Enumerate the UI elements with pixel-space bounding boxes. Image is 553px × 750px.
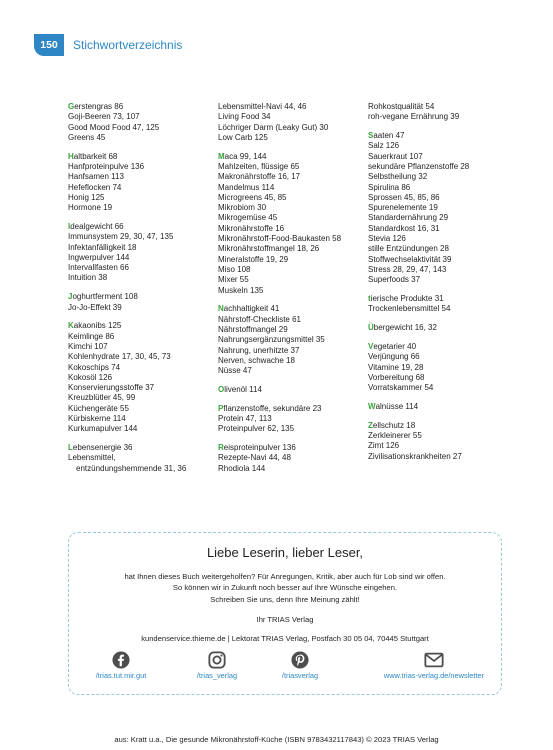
social-label: /trias.tut.mir.gut <box>95 671 147 680</box>
index-letter: S <box>368 131 374 141</box>
index-entry: Protein 47, 113 <box>218 414 272 424</box>
page-number-badge <box>34 34 64 56</box>
index-entry: Stoffwechselaktivität 39 <box>368 254 452 264</box>
index-entry: Mineralstoffe 19, 29 <box>218 254 289 264</box>
index-entry: Mikrogemüse 45 <box>218 213 278 223</box>
index-entry-text: akaonibs 125 <box>73 321 122 331</box>
index-entry: Kohlenhydrate 17, 30, 45, 73 <box>68 352 171 362</box>
info-signature: Ihr TRIAS Verlag <box>256 615 314 624</box>
index-entry <box>68 102 218 112</box>
index-entry: Kokosöl 126 <box>68 372 113 382</box>
index-group <box>218 152 368 296</box>
index-entry: Infektanfälligkeit 18 <box>68 242 137 252</box>
index-group <box>68 222 218 284</box>
index-entry: Sprossen 45, 85, 86 <box>368 192 440 202</box>
index-entry: Vitamine 19, 28 <box>368 362 424 372</box>
info-line-3: Schreiben Sie uns, denn Ihre Meinung zählt! <box>210 594 360 604</box>
index-letter: L <box>68 443 73 453</box>
index-entry: Mandelmus 114 <box>218 182 275 192</box>
index-entry: Kokoschips 74 <box>68 362 121 372</box>
index-group <box>368 402 518 412</box>
index-entry: Vorratskammer 54 <box>368 383 434 393</box>
index-entry: Selbstheilung 32 <box>368 172 428 182</box>
index-entry: Zimt 126 <box>368 441 400 451</box>
index-entry: Intervallfasten 66 <box>68 263 129 273</box>
index-entry: Mikrobiom 30 <box>218 203 267 213</box>
index-group <box>218 304 368 376</box>
index-entry: Lebensmittel, <box>68 453 116 463</box>
index-entry <box>68 222 218 232</box>
page-number: 150 <box>40 39 58 51</box>
index-entry-text: aca 99, 144 <box>224 151 267 161</box>
index-entry: Intuition 38 <box>68 273 108 283</box>
info-text <box>69 571 501 605</box>
index-entry: Mixer 55 <box>218 275 249 285</box>
index-entry-text: ellschutz 18 <box>372 420 416 430</box>
index-column-2 <box>218 102 368 483</box>
index-entry <box>368 323 518 333</box>
index-entry: Küchengeräte 55 <box>68 403 129 413</box>
index-entry: Nährstoffmangel 29 <box>218 324 288 334</box>
index-entry <box>368 402 518 412</box>
index-entry: Trockenlebensmittel 54 <box>368 304 451 314</box>
index-entry: Zivilisationskrankheiten 27 <box>368 451 462 461</box>
index-letter: J <box>68 292 73 302</box>
index-entry: Zerkleinerer 55 <box>368 431 422 441</box>
index-letter: R <box>218 443 224 453</box>
index-letter: W <box>368 401 376 411</box>
index-entry: Nerven, schwache 18 <box>218 355 295 365</box>
index-entry: Löchriger Darm (Leaky Gut) 30 <box>218 122 329 132</box>
index-entry: Good Mood Food 47, 125 <box>68 122 160 132</box>
index-entry: Hanfproteinpulve 136 <box>68 161 145 171</box>
index-entry: Standardernährung 29 <box>368 213 449 223</box>
index-group <box>218 404 368 435</box>
pinterest-icon <box>291 651 309 669</box>
index-group <box>368 342 518 393</box>
index-group <box>368 421 518 462</box>
index-entry: Rhodiola 144 <box>218 463 266 473</box>
index-group <box>68 102 218 143</box>
index-entry: Greens 45 <box>68 132 106 142</box>
info-line-1: hat Ihnen dieses Buch weitergeholfen? Für Anregungen, Kritik, aber auch für Lob sind wir offen. <box>124 572 446 581</box>
index-entry: Nahrungsergänzungsmittel 35 <box>218 335 325 345</box>
index-group <box>368 294 518 315</box>
index-letter: M <box>218 151 225 161</box>
index-entry-text: egetarier 40 <box>373 341 417 351</box>
index-entry: Nüsse 47 <box>218 366 252 376</box>
index-entry: Kürbiskerne 114 <box>68 414 126 424</box>
index-entry-text: achhaltigkeit 41 <box>223 304 280 314</box>
index-column-1 <box>68 102 218 483</box>
index-entry: Konservierungsstoffe 37 <box>68 383 155 393</box>
index-entry: Nahrung, unerhitzte 37 <box>218 345 300 355</box>
info-title: Liebe Leserin, lieber Leser, <box>206 545 364 560</box>
index-group <box>68 321 218 434</box>
index-entry: Rezepte-Navi 44, 48 <box>218 453 291 463</box>
index-entry-text: alnüsse 114 <box>375 401 419 411</box>
index-entry: Sauerkraut 107 <box>368 151 423 161</box>
index-letter: I <box>68 221 71 231</box>
index-entry <box>218 443 368 453</box>
index-entry: Living Food 34 <box>218 112 271 122</box>
index-entry: Proteinpulver 62, 135 <box>218 424 295 434</box>
index-entry <box>368 421 518 431</box>
index-entry: Hormone 19 <box>68 203 113 213</box>
index-entry: Honig 125 <box>68 192 105 202</box>
index-entry <box>218 404 368 414</box>
index-entry: stille Entzündungen 28 <box>368 244 449 254</box>
index-entry <box>368 342 518 352</box>
index-letter: Ü <box>368 323 374 333</box>
index-entry: Immunsystem 29, 30, 47, 135 <box>68 232 174 242</box>
source-footer: aus: Kratt u.a., Die gesunde Mikronährstoff-Küche (ISBN 9783432117843) © 2023 TRIAS Verlag <box>114 735 439 744</box>
index-entry: Lebensmittel-Navi 44, 46 <box>218 102 307 111</box>
index-entry-text: erstengras 86 <box>74 102 124 111</box>
social-label: /trias_verlag <box>196 671 238 680</box>
index-letter: H <box>68 151 74 161</box>
index-entry: Standardkost 16, 31 <box>368 223 440 233</box>
index-letter: P <box>218 403 224 413</box>
social-label: /triasverlag <box>281 671 319 680</box>
index-entry: roh-vegane Ernährung 39 <box>368 112 460 122</box>
index-entry: Jo-Jo-Effekt 39 <box>68 302 122 312</box>
index-entry <box>218 385 368 395</box>
index-group <box>68 443 218 474</box>
index-entry-text: ebensenergie 36 <box>72 443 133 453</box>
index-entry: Keimlinge 86 <box>68 331 115 341</box>
index-entry: Hefeflocken 74 <box>68 182 122 192</box>
index-entry <box>368 131 518 141</box>
index-entry: Makronährstoffe 16, 17 <box>218 172 301 182</box>
index-letter: N <box>218 304 224 314</box>
index-entry: Stevia 126 <box>368 234 406 244</box>
index-entry-text: aaten 47 <box>373 131 405 141</box>
index-entry <box>68 292 218 302</box>
envelope-icon <box>424 651 444 669</box>
index-entry-text: altbarkeit 68 <box>73 151 118 161</box>
index-entry: Rohkostqualität 54 <box>368 102 435 111</box>
index-letter: Z <box>368 420 373 430</box>
page-title: Stichwortverzeichnis <box>73 38 183 52</box>
index-entry: Kreuzblütler 45, 99 <box>68 393 136 403</box>
index-entry: Microgreens 45, 85 <box>218 192 287 202</box>
index-entry <box>68 321 218 331</box>
index-entry-text: oghurtferment 108 <box>72 292 138 302</box>
index-group <box>218 443 368 474</box>
index-entry-text: livenöl 114 <box>224 384 262 394</box>
index-entry: Stress 28, 29, 47, 143 <box>368 264 447 274</box>
index-entry-text: bergewicht 16, 32 <box>373 323 437 333</box>
index-entry: Miso 108 <box>218 264 251 274</box>
index-entry <box>218 152 368 162</box>
index-entry-text: ierische Produkte 31 <box>370 294 444 304</box>
index-group <box>368 102 518 123</box>
index-letter: O <box>218 384 225 394</box>
index-entry: Salz 126 <box>368 141 400 151</box>
index-entry: Superfoods 37 <box>368 275 421 285</box>
facebook-icon <box>112 651 130 669</box>
index-letter: G <box>68 102 75 111</box>
index-entry: Ingwerpulver 144 <box>68 252 130 262</box>
index-entry <box>368 294 518 304</box>
index-entry <box>218 304 368 314</box>
index-group <box>68 292 218 313</box>
instagram-icon <box>208 651 226 669</box>
index-letter: V <box>368 341 374 351</box>
index-entry: Mikronährstoffe 16 <box>218 223 285 233</box>
index-group <box>68 152 218 214</box>
index-entry: Spirulina 86 <box>368 182 411 192</box>
index-letter: K <box>68 321 74 331</box>
index-column-3 <box>368 102 518 470</box>
index-entry: Nährstoff-Checkliste 61 <box>218 314 301 324</box>
index-entry: sekundäre Pflanzenstoffe 28 <box>368 161 470 171</box>
index-entry: Verjüngung 66 <box>368 352 420 362</box>
index-entry <box>68 152 218 162</box>
index-entry: Vorbereitung 68 <box>368 372 425 382</box>
reader-info-box <box>68 532 502 695</box>
info-line-2: So können wir in Zukunft noch besser auf Ihre Wünsche eingehen. <box>172 583 398 593</box>
index-entry: Spurenelemente 19 <box>368 203 438 213</box>
social-newsletter[interactable] <box>374 651 494 680</box>
social-pinterest[interactable] <box>245 651 355 680</box>
index-group <box>218 102 368 143</box>
social-facebook[interactable] <box>66 651 176 680</box>
index-entry: Low Carb 125 <box>218 132 268 142</box>
social-label: www.trias-verlag.de/newsletter <box>383 671 485 680</box>
index-entry-text: eisproteinpulver 136 <box>223 443 296 453</box>
info-contact: kundenservice.thieme.de | Lektorat TRIAS Verlag, Postfach 30 05 04, 70445 Stuttgart <box>141 634 429 643</box>
index-entry: Mikronährstoff-Food-Baukasten 58 <box>218 234 342 244</box>
index-entry: Muskeln 135 <box>218 285 264 295</box>
index-group <box>218 385 368 395</box>
index-entry: Hanfsamen 113 <box>68 172 124 182</box>
index-entry: Kurkumapulver 144 <box>68 424 138 434</box>
index-letter: t <box>368 294 371 304</box>
index-entry: Goji-Beeren 73, 107 <box>68 112 140 122</box>
index-entry-text: flanzenstoffe, sekundäre 23 <box>223 403 322 413</box>
index-entry: Kimchi 107 <box>68 341 108 351</box>
index-entry: Mikronährstoffmangel 18, 26 <box>218 244 320 254</box>
index-group <box>368 131 518 285</box>
index-entry <box>68 443 218 453</box>
index-entry: Mahlzeiten, flüssige 65 <box>218 161 300 171</box>
index-entry: entzündungshemmende 31, 36 <box>76 463 187 473</box>
index-entry-text: dealgewicht 66 <box>70 221 124 231</box>
index-group <box>368 323 518 333</box>
